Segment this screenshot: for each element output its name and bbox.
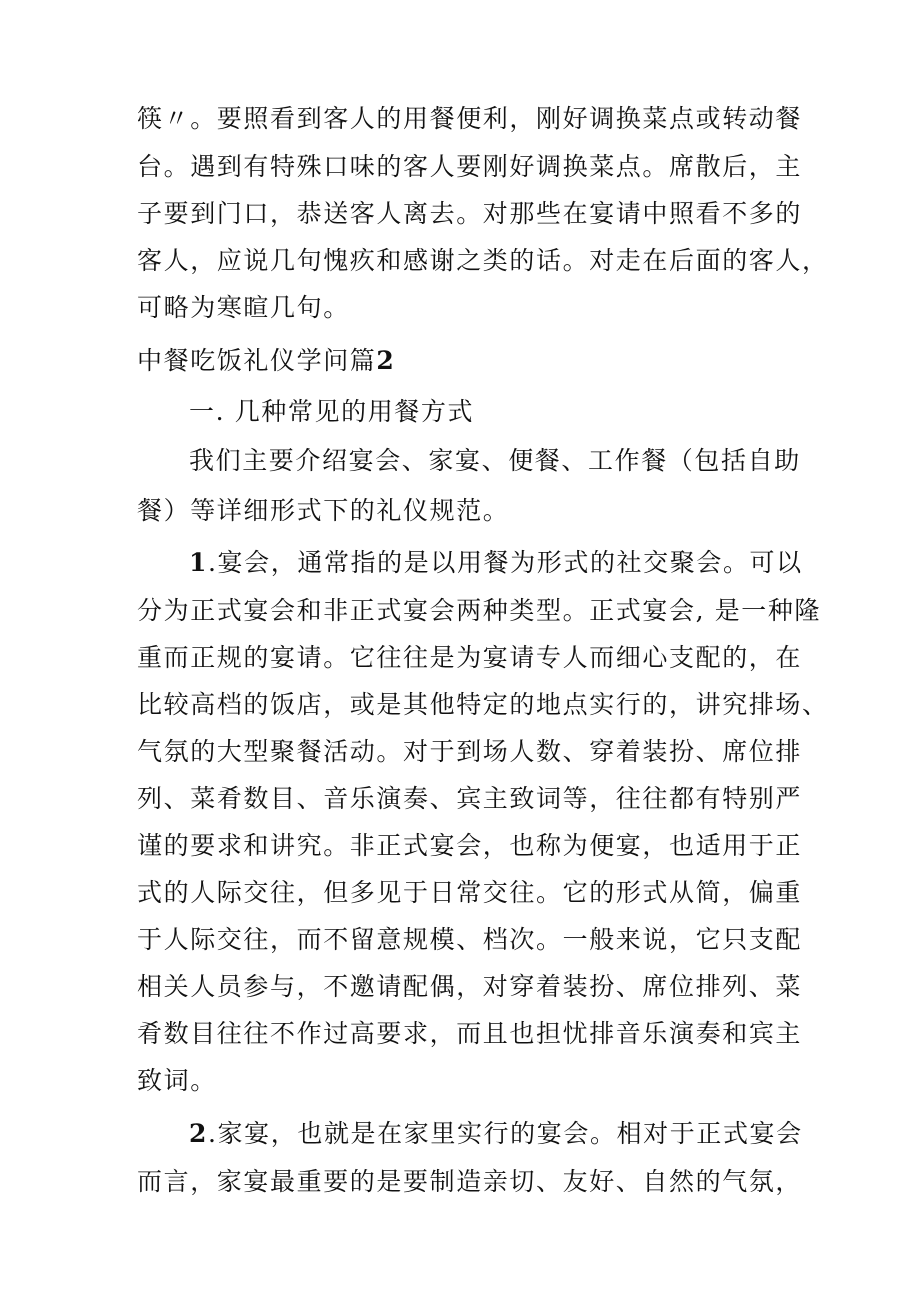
text-line: 分为正式宴会和非正式宴会两种类型。正式宴会, 是一种隆	[137, 596, 822, 625]
text-line: 餐）等详细形式下的礼仪规范。	[137, 496, 510, 525]
text-line: 致词。	[137, 1066, 217, 1095]
list-item-text: .家宴，也就是在家里实行的宴会。相对于正式宴会	[208, 1119, 803, 1148]
section-title-text: 中餐吃饭礼仪学问篇	[137, 346, 377, 375]
text-line: 肴数目往往不作过高要求，而且也担忧排音乐演奏和宾主	[137, 1019, 803, 1048]
text-line: 子要到门口，恭送客人离去。对那些在宴请中照看不多的	[137, 199, 803, 228]
text-line: 我们主要介绍宴会、家宴、便餐、工作餐（包括自助	[189, 446, 801, 475]
list-item-number: 2	[189, 1119, 208, 1148]
list-item-2-first-line	[189, 1119, 803, 1149]
text-line: 而言，家宴最重要的是要制造亲切、友好、自然的气氛，	[137, 1167, 803, 1196]
text-line: 列、菜肴数目、音乐演奏、宾主致词等，往往都有特别严	[137, 784, 803, 813]
list-item-1-first-line	[189, 548, 803, 578]
text-line: 客人，应说几句愧疚和感谢之类的话。对走在后面的客人，	[137, 246, 829, 275]
list-item-number: 1	[189, 548, 208, 577]
subheading: 一. 几种常见的用餐方式	[189, 397, 475, 426]
text-line: 于人际交往，而不留意规模、档次。一般来说，它只支配	[137, 925, 803, 954]
list-item-text: .宴会，通常指的是以用餐为形式的社交聚会。可以	[208, 548, 803, 577]
text-line: 重而正规的宴请。它往往是为宴请专人而细心支配的，在	[137, 643, 803, 672]
text-line: 台。遇到有特殊口味的客人要刚好调换菜点。席散后，主	[137, 152, 803, 181]
text-line: 谨的要求和讲究。非正式宴会，也称为便宴，也适用于正	[137, 831, 803, 860]
text-line: 相关人员参与，不邀请配偶，对穿着装扮、席位排列、菜	[137, 972, 803, 1001]
section-title	[137, 346, 395, 376]
section-title-number: 2	[376, 346, 396, 375]
text-line: 筷〃。要照看到客人的用餐便利，刚好调换菜点或转动餐	[137, 104, 803, 133]
text-line: 可略为寒暄几句。	[137, 293, 350, 322]
text-line: 式的人际交往，但多见于日常交往。它的形式从简，偏重	[137, 878, 803, 907]
text-line: 气氛的大型聚餐活动。对于到场人数、穿着装扮、席位排	[137, 737, 803, 766]
text-line: 比较高档的饭店，或是其他特定的地点实行的，讲究排场、	[137, 690, 829, 719]
